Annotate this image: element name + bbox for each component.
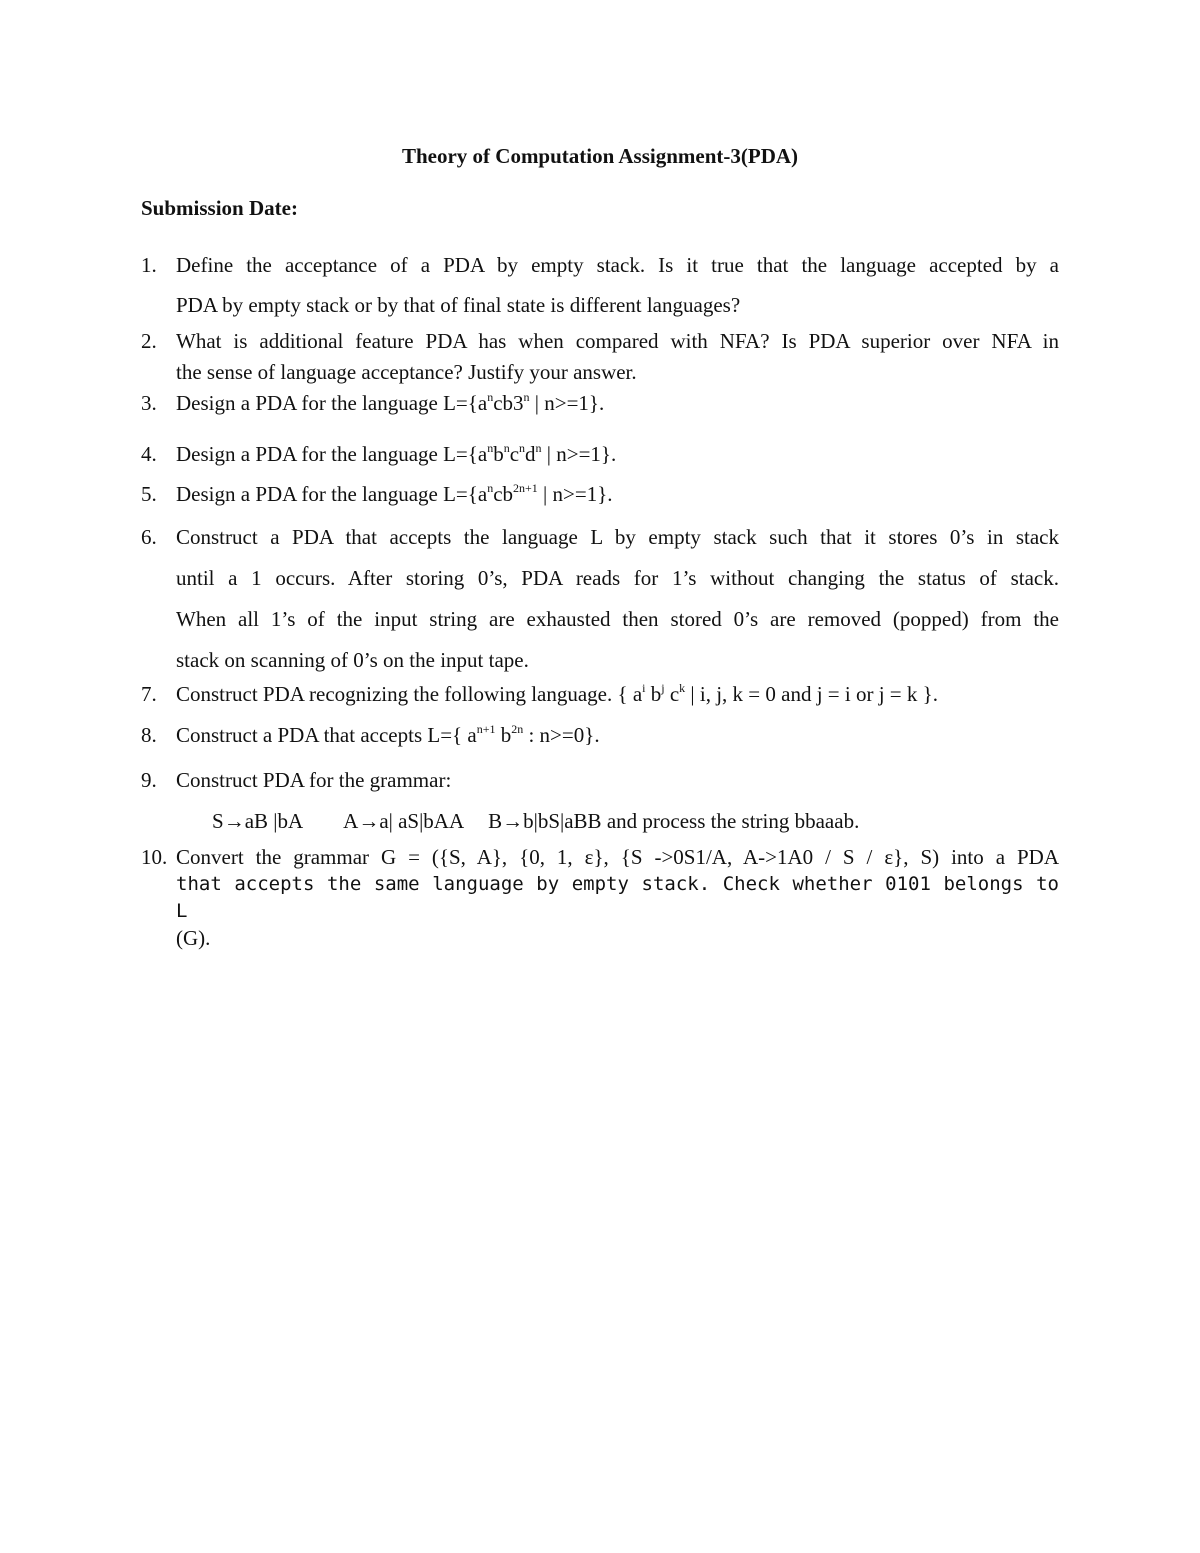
question-text-line: that accepts the same language by empty stack. Check whether 0101 belongs to L [176, 873, 1059, 922]
question-number: 6. [141, 525, 157, 549]
question-3 [141, 389, 1059, 417]
question-number: 4. [141, 442, 157, 466]
question-text-line: Define the acceptance of a PDA by empty stack. Is it true that the language accepted by a [176, 253, 1059, 277]
question-8 [141, 720, 1059, 750]
arrow-icon: → [223, 809, 245, 833]
superscript: n [487, 390, 494, 404]
grammar-lhs: S [212, 809, 224, 833]
question-1 [141, 245, 1059, 325]
grammar-rhs: b|bS|aBB and process the string bbaaab. [523, 809, 860, 833]
superscript: i [642, 681, 646, 695]
superscript: n [503, 441, 510, 455]
question-9 [141, 760, 1059, 842]
question-number: 1. [141, 253, 157, 277]
question-number: 9. [141, 768, 157, 792]
superscript: n [523, 390, 530, 404]
superscript: j [661, 681, 665, 695]
question-text-line: Construct a PDA that accepts L={ $a^{n+1}$ $b^{2n}$ : n>=0}. [176, 722, 600, 747]
superscript: 2n [511, 722, 524, 736]
question-number: 2. [141, 329, 157, 353]
question-6 [141, 517, 1059, 681]
question-text-line: Design a PDA for the language $L=\{a^ncb^{2n+1}$ | n>=1}. [176, 481, 613, 506]
arrow-icon: → [502, 809, 524, 833]
superscript: n+1 [476, 722, 496, 736]
question-text-line: Design a PDA for the language $L=\{a^nb^nc^nd^n$ | n>=1}. [176, 441, 617, 466]
question-text-line: (G). [176, 926, 211, 950]
superscript: n [487, 481, 494, 495]
question-5 [141, 480, 1059, 508]
question-number: 8. [141, 723, 157, 747]
grammar-rhs: aB |bA [244, 809, 304, 833]
grammar-lhs: A [343, 809, 359, 833]
question-text-line: until a 1 occurs. After storing 0’s, PDA reads for 1’s without changing the status of stack. [176, 566, 1059, 590]
arrow-icon: → [358, 809, 380, 833]
grammar-rhs: a| aS|bAA [379, 809, 465, 833]
superscript: k [679, 681, 686, 695]
grammar-lhs: B [488, 809, 503, 833]
question-text-line: the sense of language acceptance? Justify your answer. [176, 360, 637, 384]
question-number: 7. [141, 682, 157, 706]
submission-date-label: Submission Date: [141, 196, 298, 220]
question-7 [141, 679, 1059, 709]
question-text-line: Design a PDA for the language $L=\{a^ncb3^n$ | n>=1}. [176, 390, 605, 415]
question-text-line: Construct PDA recognizing the following language. { $a^i$ $b^j$ $c^k$ | i, j, k = 0 and j = i or j = k }. [176, 681, 938, 706]
question-text-line: Construct PDA for the grammar: [176, 768, 452, 792]
superscript: n [535, 441, 542, 455]
question-text-line: Convert the grammar G = ({S, A}, {0, 1, ε}, {S ->0S1/A, A->1A0 / S / ε}, S) into a PDA [176, 845, 1059, 869]
question-text-line: PDA by empty stack or by that of final state is different languages? [176, 293, 741, 317]
grammar-rules-line [176, 801, 1059, 842]
question-text-line: Construct a PDA that accepts the language L by empty stack such that it stores 0’s in stack [176, 525, 1059, 549]
superscript: n [487, 441, 494, 455]
superscript: 2n+1 [513, 481, 538, 495]
document-title: Theory of Computation Assignment-3(PDA) [401, 144, 799, 168]
question-text-line: What is additional feature PDA has when compared with NFA? Is PDA superior over NFA in [176, 329, 1059, 353]
question-number: 10. [141, 845, 168, 869]
question-text-line: When all 1’s of the input string are exhausted then stored 0’s are removed (popped) from the [176, 607, 1059, 631]
question-number: 3. [141, 391, 157, 415]
superscript: n [519, 441, 526, 455]
question-4 [141, 440, 1059, 468]
question-number: 5. [141, 482, 157, 506]
question-2 [141, 326, 1059, 388]
question-text-line: stack on scanning of 0’s on the input tape. [176, 648, 529, 672]
question-10 [141, 844, 1059, 952]
